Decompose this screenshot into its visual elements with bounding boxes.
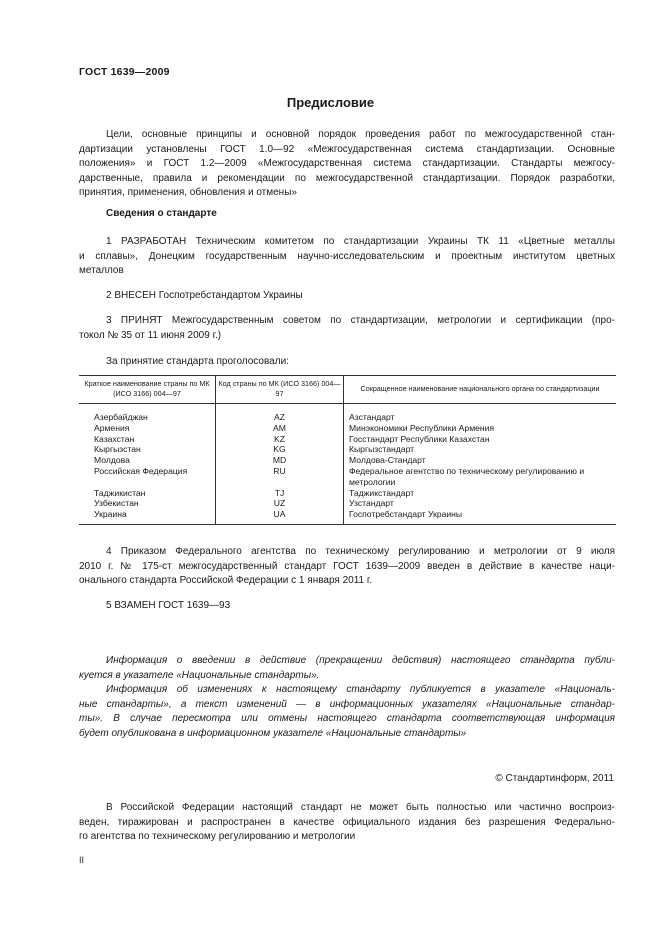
intro-line: Цели, основные принципы и основной порядок проведения работ по межгосударственной стан-	[106, 129, 615, 140]
table-row	[79, 488, 616, 499]
table-row	[79, 434, 616, 445]
table-header-row	[79, 376, 616, 404]
code-cell: RU	[216, 466, 344, 488]
body-cell: Минэкономики Республики Армения	[349, 422, 495, 433]
item-1-line: и сплавы», Донецким государственным научно-исследовательским и проектным институтом цветных	[79, 250, 615, 262]
body-cell: Таджикстандарт	[349, 487, 415, 498]
country-cell: Таджикистан	[79, 488, 216, 499]
info-heading: Сведения о стандарте	[106, 208, 217, 219]
notice-line: Информация об изменениях к настоящему стандарту публикуется в указателе «Националь-	[106, 684, 615, 695]
item-3-line: токол № 35 от 11 июня 2009 г.)	[79, 329, 222, 341]
item-5: 5 ВЗАМЕН ГОСТ 1639—93	[106, 600, 231, 611]
intro-line: дарственные, правила и рекомендации по межгосударственной стандартизации. Порядок разработки,	[79, 172, 615, 184]
body-cell: Азстандарт	[349, 412, 395, 422]
country-cell: Украина	[79, 509, 216, 524]
intro-line: положения» и ГОСТ 1.2—2009 «Межгосударственная система стандартизации. Стандарты межгосу-	[79, 158, 615, 169]
code-cell: KG	[216, 444, 344, 455]
legal-line: веден, тиражирован и распространен в качестве официального издания без разрешения Федерально-	[79, 816, 615, 828]
document-header: ГОСТ 1639—2009	[79, 66, 170, 78]
table-row	[79, 509, 616, 524]
code-cell: UZ	[216, 498, 344, 509]
table-row	[79, 466, 616, 488]
table-row	[79, 498, 616, 509]
intro-line: принятия, применения, обновления и отмены»	[79, 187, 297, 198]
item-2: 2 ВНЕСЕН Госпотребстандартом Украины	[106, 290, 303, 301]
body-cell: Молдова-Стандарт	[349, 455, 426, 466]
code-cell: UA	[216, 509, 344, 524]
code-cell: MD	[216, 455, 344, 466]
header-country-name: Краткое наименование страны по МК (ИСО 3166) 004—97	[79, 376, 216, 404]
item-4-line: 2010 г. № 175-ст межгосударственный стандарт ГОСТ 1639—2009 введен в действие в качестве наци-	[79, 560, 615, 572]
body-cell: Узстандарт	[349, 498, 394, 509]
intro-line: дартизации установлены ГОСТ 1.0—92 «Межгосударственная система стандартизации. Основные	[79, 143, 615, 155]
item-4-line: 4 Приказом Федерального агентства по техническому регулированию и метрологии от 9 июля	[106, 546, 615, 557]
country-cell: Азербайджан	[79, 404, 216, 423]
body-cell: Федеральное агентство по техническому регулированию и метрологии	[349, 465, 585, 487]
legal-line: В Российской Федерации настоящий стандарт не может быть полностью или частично воспроиз-	[106, 802, 615, 813]
item-4-line: онального стандарта Российской Федерации с 1 января 2011 г.	[79, 575, 373, 586]
notice-amendments	[79, 683, 615, 741]
code-cell: TJ	[216, 488, 344, 499]
item-1-line: 1 РАЗРАБОТАН Техническим комитетом по стандартизации Украины ТК 11 «Цветные металлы	[106, 236, 615, 247]
table-row	[79, 423, 616, 434]
body-cell: Госпотребстандарт Украины	[344, 509, 617, 524]
table-row	[79, 404, 616, 423]
item-3-line: 3 ПРИНЯТ Межгосударственным советом по стандартизации, метрологии и сертификации (про-	[106, 315, 615, 326]
page-number: II	[79, 855, 85, 865]
intro-paragraph	[79, 128, 615, 201]
notice-line: куется в указателе «Национальные стандарты».	[79, 669, 320, 681]
body-cell: Кыргызстандарт	[349, 444, 415, 455]
country-cell: Молдова	[79, 455, 216, 466]
notice-introduction	[79, 654, 615, 683]
copyright-notice: © Стандартинформ, 2011	[495, 773, 614, 784]
code-cell: AZ	[216, 404, 344, 423]
notice-line: ты». В случае пересмотра или отмены настоящего стандарта соответствующая информация	[79, 713, 615, 724]
item-3	[79, 314, 615, 343]
voting-countries-table	[79, 375, 616, 525]
page-title: Предисловие	[286, 95, 375, 110]
country-cell: Армения	[79, 423, 216, 434]
item-4	[79, 545, 615, 589]
item-1-line: металлов	[79, 265, 124, 276]
notice-line: ные стандарты», а текст изменений — в информационных указателях «Национальные стандар-	[79, 698, 615, 710]
table-row	[79, 444, 616, 455]
header-country-code: Код страны по МК (ИСО 3166) 004—97	[216, 376, 344, 404]
code-cell: AM	[216, 423, 344, 434]
notice-line: Информация о введении в действие (прекращении действия) настоящего стандарта публи-	[106, 655, 615, 666]
country-cell: Узбекистан	[79, 498, 216, 509]
table-row	[79, 455, 616, 466]
body-cell: Госстандарт Республики Казахстан	[349, 433, 490, 444]
legal-notice	[79, 801, 615, 845]
country-cell: Кыргызстан	[79, 444, 216, 455]
item-1	[79, 235, 615, 279]
notice-line: будет опубликована в информационном указателе «Национальные стандарты»	[79, 727, 467, 739]
vote-intro: За принятие стандарта проголосовали:	[106, 356, 289, 367]
header-national-body: Сокращенное наименование национального органа по стандартизации	[344, 376, 617, 404]
country-cell: Российская Федерация	[79, 466, 216, 488]
legal-line: го агентства по техническому регулированию и метрологии	[79, 831, 356, 842]
country-cell: Казахстан	[79, 434, 216, 445]
code-cell: KZ	[216, 434, 344, 445]
